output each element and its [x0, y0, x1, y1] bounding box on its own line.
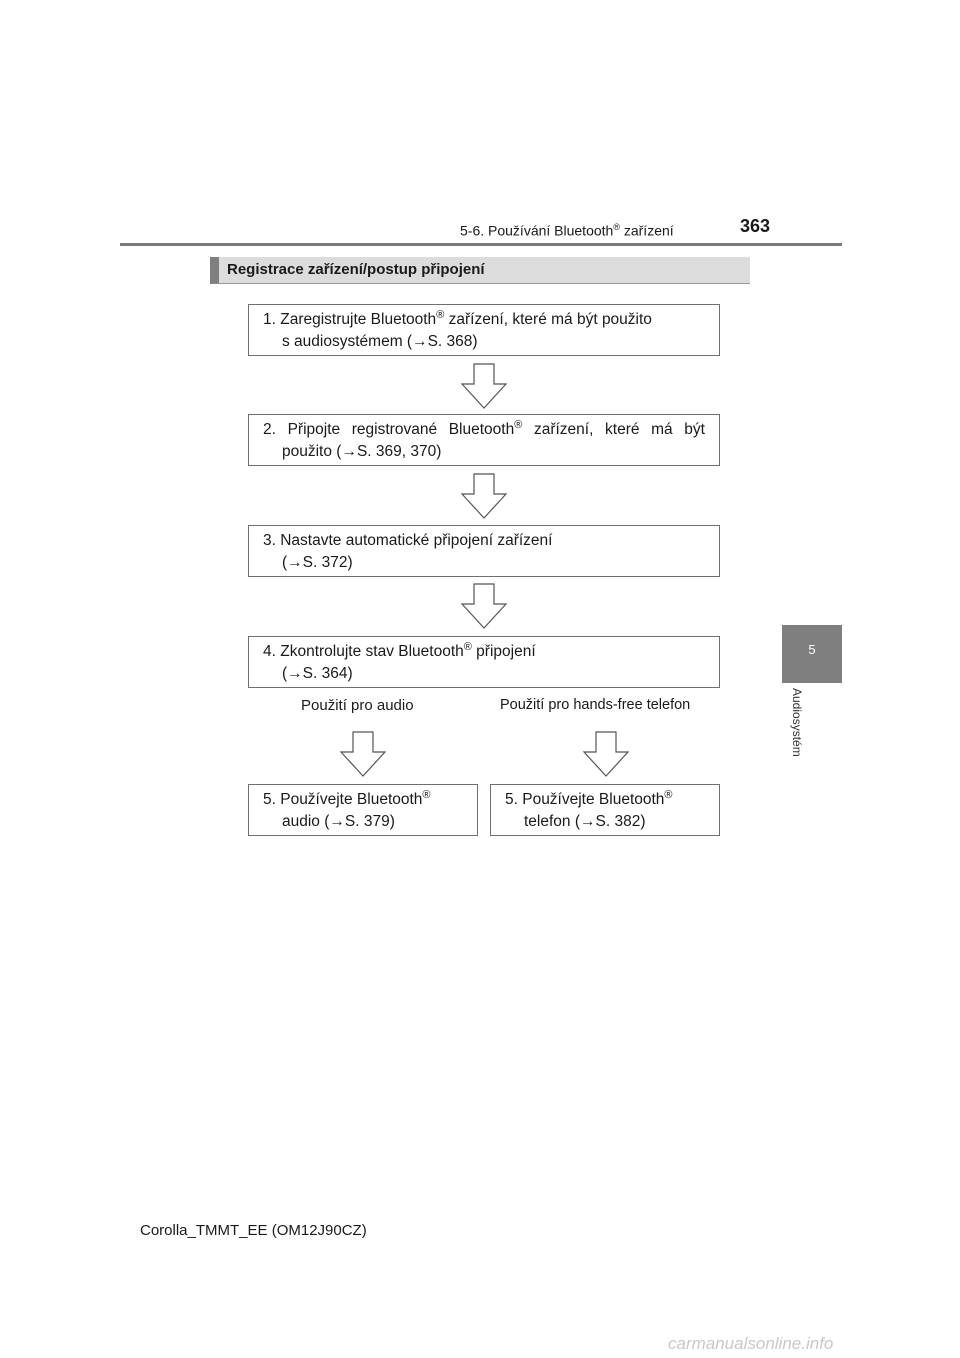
branch-label-audio: Použití pro audio	[301, 697, 414, 714]
down-arrow-icon	[461, 473, 507, 519]
step-3-box	[248, 525, 720, 577]
section-heading: Registrace zařízení/postup připojení	[210, 257, 750, 284]
branch-label-handsfree: Použití pro hands-free telefon	[500, 697, 691, 713]
header-divider	[120, 243, 842, 246]
step-1-box	[248, 304, 720, 356]
down-arrow-icon	[340, 731, 386, 777]
step-5-phone-line2: telefon (→S. 382)	[524, 813, 646, 830]
watermark: carmanualsonline.info	[668, 1334, 834, 1353]
step-5-phone-box	[490, 784, 720, 836]
step-3-line2: (→S. 372)	[282, 554, 353, 571]
step-4-line2: (→S. 364)	[282, 665, 353, 682]
chapter-tab: 5	[782, 625, 842, 683]
step-5-audio-line2: audio (→S. 379)	[282, 813, 395, 830]
step-4-box	[248, 636, 720, 688]
section-title: 5-6. Používání Bluetooth® zařízení	[460, 222, 674, 239]
step-2-line1: 2. Připojte registrované Bluetooth® zařízení, které má být	[263, 418, 705, 438]
down-arrow-icon	[461, 583, 507, 629]
step-1-line2: s audiosystémem (→S. 368)	[282, 333, 478, 350]
chapter-label: Audiosystém	[790, 688, 804, 757]
step-3-line1: 3. Nastavte automatické připojení zařízení	[263, 532, 553, 549]
step-2-box	[248, 414, 720, 466]
document-code: Corolla_TMMT_EE (OM12J90CZ)	[140, 1222, 367, 1239]
step-5-audio-line1: 5. Používejte Bluetooth®	[263, 788, 431, 808]
step-5-audio-box	[248, 784, 478, 836]
step-4-line1: 4. Zkontrolujte stav Bluetooth® připojení	[263, 640, 536, 660]
step-1-line1: 1. Zaregistrujte Bluetooth® zařízení, které má být použito	[263, 308, 652, 328]
step-2-line2: použito (→S. 369, 370)	[282, 443, 442, 460]
page-number: 363	[740, 216, 771, 236]
step-5-phone-line1: 5. Používejte Bluetooth®	[505, 788, 673, 808]
down-arrow-icon	[583, 731, 629, 777]
down-arrow-icon	[461, 363, 507, 409]
